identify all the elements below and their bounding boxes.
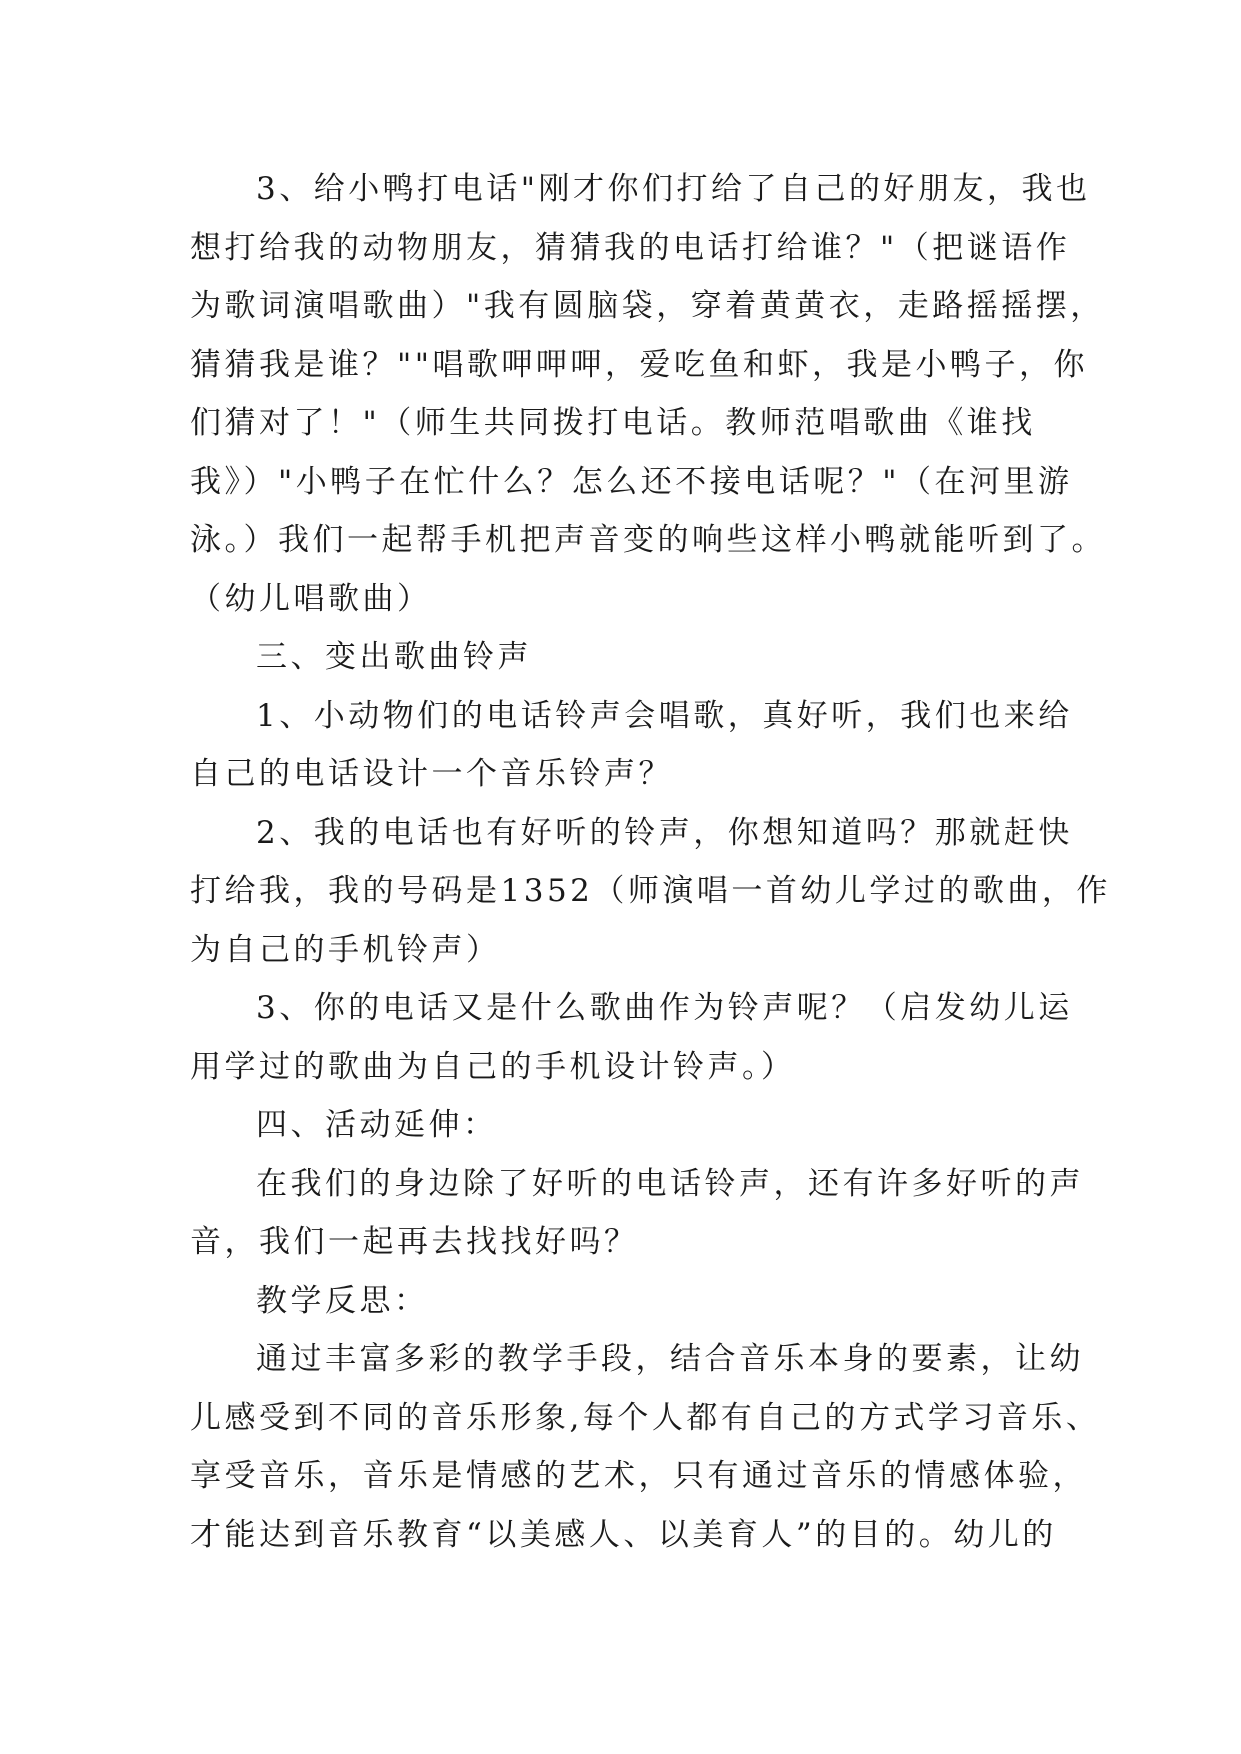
text-line: 想打给我的动物朋友，猜猜我的电话打给谁？"（把谜语作 [190, 229, 1071, 266]
text-line: 3、你的电话又是什么歌曲作为铃声呢？（启发幼儿运 [256, 990, 1073, 1026]
text-line: 为自己的手机铃声） [190, 931, 501, 968]
text-line: 打给我，我的号码是1352（师演唱一首幼儿学过的歌曲，作 [190, 873, 1111, 909]
text-line: 才能达到音乐教育“以美感人、以美育人”的目的。幼儿的 [190, 1516, 1057, 1553]
text-line: 为歌词演唱歌曲）"我有圆脑袋，穿着黄黄衣，走路摇摇摆， [190, 288, 1105, 324]
text-line: 们猜对了！"（师生共同拨打电话。教师范唱歌曲《谁找 [190, 405, 1036, 441]
text-line: 泳。）我们一起帮手机把声音变的响些这样小鸭就能听到了。 [190, 522, 1106, 558]
text-line: 猜猜我是谁？""唱歌呷呷呷，爱吃鱼和虾，我是小鸭子，你 [190, 346, 1089, 383]
text-line: （幼儿唱歌曲） [190, 580, 432, 617]
text-line: 自己的电话设计一个音乐铃声？ [190, 756, 673, 792]
text-line: 儿感受到不同的音乐形象,每个人都有自己的方式学习音乐、 [190, 1399, 1101, 1436]
text-line: 在我们的身边除了好听的电话铃声，还有许多好听的声 [256, 1165, 1084, 1202]
document-body [190, 160, 1111, 1564]
text-line: 用学过的歌曲为自己的手机设计铃声。） [190, 1048, 796, 1085]
text-line: 享受音乐，音乐是情感的艺术，只有通过音乐的情感体验， [190, 1458, 1087, 1494]
section-heading: 三、变出歌曲铃声 [256, 639, 532, 675]
section-heading: 四、活动延伸： [256, 1107, 498, 1143]
text-line: 3、给小鸭打电话"刚才你们打给了自己的好朋友，我也 [256, 171, 1091, 207]
section-heading: 教学反思： [256, 1282, 429, 1319]
text-line: 通过丰富多彩的教学手段，结合音乐本身的要素，让幼 [256, 1341, 1084, 1377]
text-line: 我》）"小鸭子在忙什么？怎么还不接电话呢？"（在河里游 [190, 463, 1073, 500]
text-line: 1、小动物们的电话铃声会唱歌，真好听，我们也来给 [256, 697, 1073, 734]
text-line: 2、我的电话也有好听的铃声，你想知道吗？那就赶快 [256, 814, 1073, 851]
text-line: 音，我们一起再去找找好吗？ [190, 1224, 639, 1260]
